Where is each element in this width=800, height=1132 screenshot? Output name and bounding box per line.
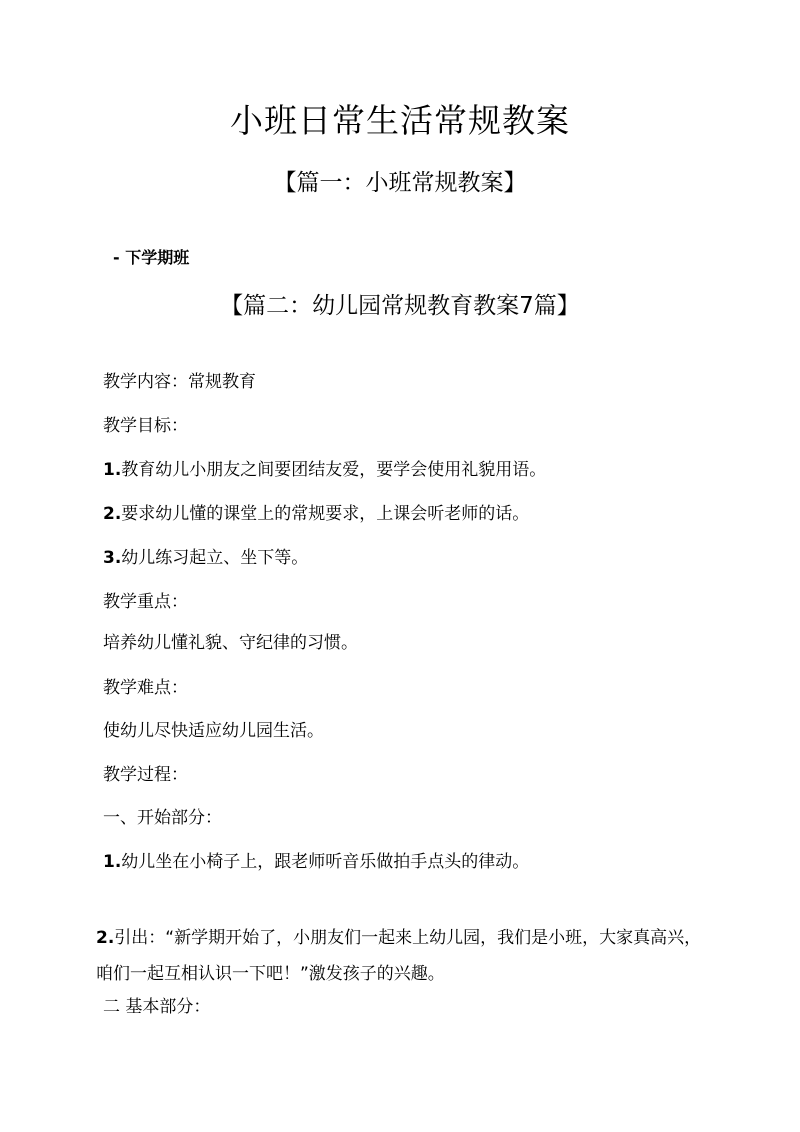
goal-3-text: 幼儿练习起立、坐下等。 — [121, 548, 309, 568]
teaching-content-line: 教学内容：常规教育 — [103, 372, 256, 392]
semester-label: - 下学期班 — [113, 248, 190, 267]
goal-1-text: 教育幼儿小朋友之间要团结友爱，要学会使用礼貌用语。 — [121, 460, 547, 480]
step-item-2 — [96, 920, 706, 992]
key-points-text: 培养幼儿懂礼貌、守纪律的习惯。 — [103, 633, 358, 653]
goal-item-2 — [103, 502, 529, 526]
goal-1-number: 1. — [103, 460, 122, 480]
step-2-number: 2. — [96, 928, 115, 948]
step-1-number: 1. — [103, 852, 122, 872]
document-title: 小班日常生活常规教案 — [230, 101, 570, 140]
key-points-label: 教学重点： — [103, 592, 188, 612]
teaching-goals-label: 教学目标： — [103, 416, 188, 436]
difficulty-text: 使幼儿尽快适应幼儿园生活。 — [103, 721, 324, 741]
goal-2-text: 要求幼儿懂的课堂上的常规要求，上课会听老师的话。 — [121, 504, 530, 524]
step-2-text: 引出：“新学期开始了，小朋友们一起来上幼儿园，我们是小班，大家真高兴，咱们一起互相认识一下吧！”激发孩子的兴趣。 — [96, 928, 702, 984]
process-label: 教学过程： — [103, 765, 188, 785]
part-2-label: 二 基本部分： — [103, 997, 211, 1017]
section-heading-1: 【篇一：小班常规教案】 — [273, 170, 527, 196]
part-1-label: 一、开始部分： — [103, 808, 222, 828]
section-heading-2: 【篇二：幼儿园常规教育教案7篇】 — [220, 293, 580, 319]
goal-3-number: 3. — [103, 548, 122, 568]
goal-2-number: 2. — [103, 504, 122, 524]
goal-item-3 — [103, 546, 308, 570]
step-1-text: 幼儿坐在小椅子上，跟老师听音乐做拍手点头的律动。 — [121, 852, 530, 872]
difficulty-label: 教学难点： — [103, 678, 188, 698]
step-item-1 — [103, 850, 529, 874]
goal-item-1 — [103, 458, 546, 482]
